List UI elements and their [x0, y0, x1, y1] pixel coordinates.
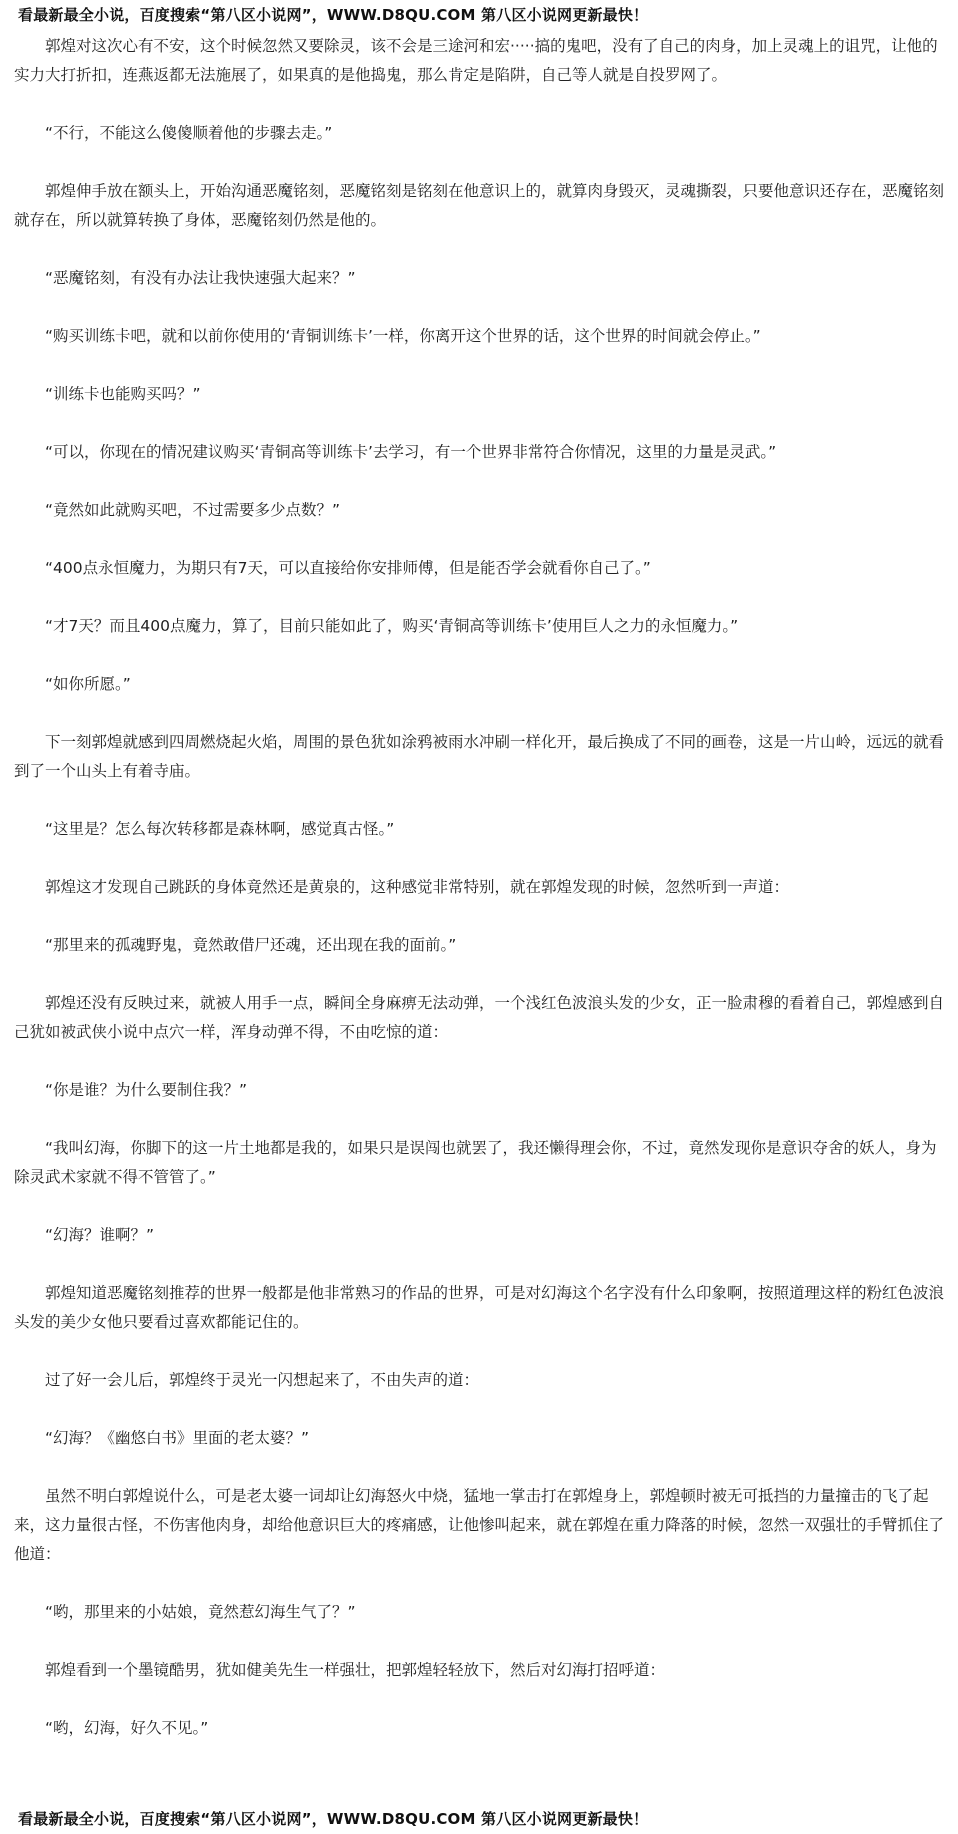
paragraph: “你是谁？为什么要制住我？” [45, 1081, 248, 1099]
paragraph: “恶魔铭刻，有没有办法让我快速强大起来？” [45, 269, 356, 287]
paragraph: “购买训练卡吧，就和以前你使用的‘青铜训练卡’一样，你离开这个世界的话，这个世界的时间就会停止。” [45, 327, 761, 345]
paragraph: “那里来的孤魂野鬼，竟然敢借尸还魂，还出现在我的面前。” [45, 936, 457, 954]
top-site-banner: 看最新最全小说，百度搜索“第八区小说网”，WWW.D8QU.COM 第八区小说网更新最快！ [18, 6, 649, 24]
paragraph: 郭煌这才发现自己跳跃的身体竟然还是黄泉的，这种感觉非常特别，就在郭煌发现的时候，忽然听到一声道： [45, 878, 790, 896]
paragraph: “竟然如此就购买吧，不过需要多少点数？” [45, 501, 341, 519]
paragraph: 虽然不明白郭煌说什么，可是老太婆一词却让幻海怒火中烧，猛地一掌击打在郭煌身上，郭煌顿时被无可抵挡的力量撞击的飞了起来，这力量很古怪，不伤害他肉身，却给他意识巨大的疼痛感，让他惨叫起来，就在郭煌在重力降落的时候，忽然一双强壮的手臂抓住了他道： [14, 1487, 945, 1563]
paragraph: “我叫幻海，你脚下的这一片土地都是我的，如果只是误闯也就罢了，我还懒得理会你，不过，竟然发现你是意识夺舍的妖人，身为除灵武术家就不得不管管了。” [14, 1139, 937, 1186]
paragraph: “幻海？谁啊？” [45, 1226, 155, 1244]
paragraph: 郭煌还没有反映过来，就被人用手一点，瞬间全身麻痹无法动弹，一个浅红色波浪头发的少女，正一脸肃穆的看着自己，郭煌感到自己犹如被武侠小说中点穴一样，浑身动弹不得，不由吃惊的道： [14, 994, 945, 1041]
paragraph: “可以，你现在的情况建议购买‘青铜高等训练卡’去学习，有一个世界非常符合你情况，这里的力量是灵武。” [45, 443, 777, 461]
paragraph: “幻海？《幽悠白书》里面的老太婆？” [45, 1429, 310, 1447]
paragraph: 郭煌知道恶魔铭刻推荐的世界一般都是他非常熟习的作品的世界，可是对幻海这个名字没有什么印象啊，按照道理这样的粉红色波浪头发的美少女他只要看过喜欢都能记住的。 [14, 1284, 945, 1331]
paragraph: “才7天？而且400点魔力，算了，目前只能如此了，购买‘青铜高等训练卡’使用巨人之力的永恒魔力。” [45, 617, 739, 635]
paragraph: 郭煌伸手放在额头上，开始沟通恶魔铭刻，恶魔铭刻是铭刻在他意识上的，就算肉身毁灭，灵魂撕裂，只要他意识还存在，恶魔铭刻就存在，所以就算转换了身体，恶魔铭刻仍然是他的。 [14, 182, 945, 229]
paragraph: “哟，幻海，好久不见。” [45, 1719, 209, 1737]
paragraph: “这里是？怎么每次转移都是森林啊，感觉真古怪。” [45, 820, 395, 838]
paragraph: “400点永恒魔力，为期只有7天，可以直接给你安排师傅，但是能否学会就看你自己了。” [45, 559, 651, 577]
paragraph: “训练卡也能购买吗？” [45, 385, 201, 403]
bottom-site-banner: 看最新最全小说，百度搜索“第八区小说网”，WWW.D8QU.COM 第八区小说网更新最快！ [18, 1810, 649, 1828]
paragraph: 郭煌看到一个墨镜酷男，犹如健美先生一样强壮，把郭煌轻轻放下，然后对幻海打招呼道： [45, 1661, 666, 1679]
paragraph: 过了好一会儿后，郭煌终于灵光一闪想起来了，不由失声的道： [45, 1371, 480, 1389]
paragraph: “哟，那里来的小姑娘，竟然惹幻海生气了？” [45, 1603, 356, 1621]
paragraph: 下一刻郭煌就感到四周燃烧起火焰，周围的景色犹如涂鸦被雨水冲刷一样化开，最后换成了不同的画卷，这是一片山岭，远远的就看到了一个山头上有着寺庙。 [14, 733, 945, 780]
paragraph: “不行，不能这么傻傻顺着他的步骤去走。” [45, 124, 333, 142]
paragraph: 郭煌对这次心有不安，这个时候忽然又要除灵，该不会是三途河和宏·····搞的鬼吧，没有了自己的肉身，加上灵魂上的诅咒，让他的实力大打折扣，连燕返都无法施展了，如果真的是他捣鬼，那么肯定是陷阱，自己等人就是自投罗网了。 [14, 37, 938, 84]
chapter-text [14, 32, 944, 1743]
paragraph: “如你所愿。” [45, 675, 131, 693]
